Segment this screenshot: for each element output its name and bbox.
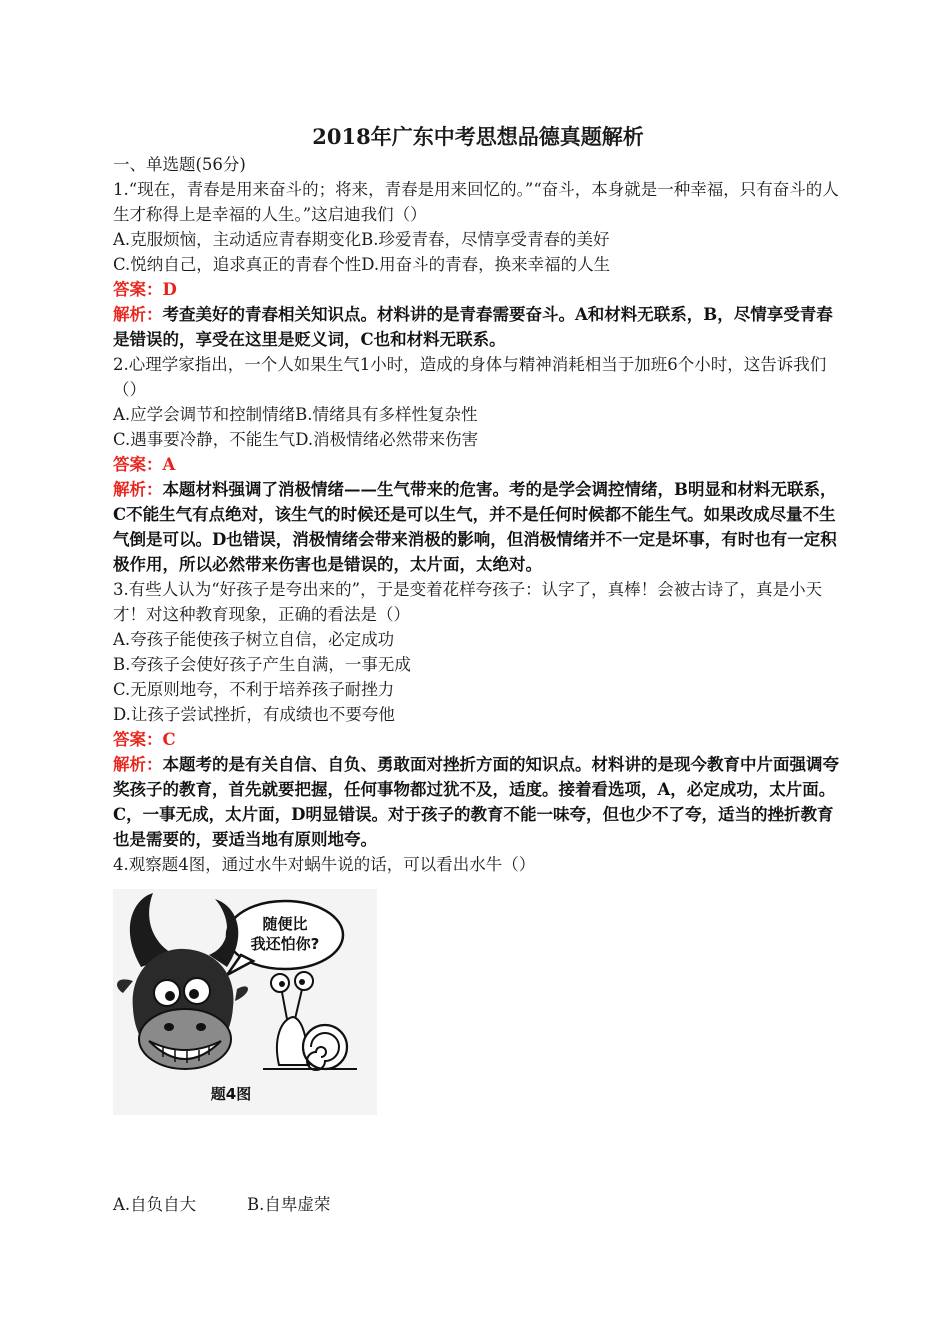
- q2-options-line2: C.遇事要冷静，不能生气D.消极情绪必然带来伤害: [113, 430, 479, 449]
- analysis-label: 解析：: [113, 755, 163, 774]
- buffalo-snail-cartoon: [113, 889, 377, 1115]
- q4-cartoon-figure: [113, 889, 377, 1115]
- q3-analysis: [113, 752, 843, 852]
- q4-option-b: B.自卑虚荣: [247, 1195, 331, 1214]
- q4-options: [113, 1192, 330, 1217]
- q2-options-line1: A.应学会调节和控制情绪B.情绪具有多样性复杂性: [113, 405, 478, 424]
- q2-analysis: [113, 477, 843, 577]
- q2-answer-value: A: [162, 455, 176, 474]
- q1-answer: [113, 277, 843, 302]
- bubble-text-line1: 随便比: [262, 915, 308, 933]
- document-page: [113, 122, 843, 1115]
- answer-label: 答案：: [113, 280, 163, 299]
- q1-analysis: [113, 302, 843, 352]
- q1-analysis-text: 考查美好的青春相关知识点。材料讲的是青春需要奋斗。A和材料无联系，B，尽情享受青春是错误的，享受在这里是贬义词，C也和材料无联系。: [113, 305, 833, 349]
- q3-answer: [113, 727, 843, 752]
- q1-answer-value: D: [162, 280, 177, 299]
- q4-option-a: A.自负自大: [113, 1195, 197, 1214]
- section-heading: 一、单选题(56分): [113, 155, 246, 174]
- q1-stem: 1.“现在，青春是用来奋斗的；将来，青春是用来回忆的。”“奋斗，本身就是一种幸福，只有奋斗的人生才称得上是幸福的人生。”这启迪我们（）: [113, 180, 839, 224]
- q1-options-line2: C.悦纳自己，追求真正的青春个性D.用奋斗的青春，换来幸福的人生: [113, 255, 611, 274]
- q2-stem: 2.心理学家指出，一个人如果生气1小时，造成的身体与精神消耗相当于加班6个小时，这告诉我们（）: [113, 355, 827, 399]
- q4-stem: 4.观察题4图，通过水牛对蜗牛说的话，可以看出水牛（）: [113, 855, 536, 874]
- q3-option-b: B.夸孩子会使好孩子产生自满，一事无成: [113, 655, 411, 674]
- q2-answer: [113, 452, 843, 477]
- bubble-text-line2: 我还怕你?: [250, 935, 320, 953]
- q3-analysis-text: 本题考的是有关自信、自负、勇敢面对挫折方面的知识点。材料讲的是现今教育中片面强调夸奖孩子的教育，首先就要把握，任何事物都过犹不及，适度。接着看选项，A，必定成功，太片面。C，一事无成，太片面，D明显错误。对于孩子的教育不能一味夸，但也少不了夸，适当的挫折教育也是需要的，要适当地有原则地夸。: [113, 755, 839, 849]
- q3-option-d: D.让孩子尝试挫折，有成绩也不要夸他: [113, 705, 395, 724]
- q2-analysis-text: 本题材料强调了消极情绪——生气带来的危害。考的是学会调控情绪，B明显和材料无联系，C不能生气有点绝对，该生气的时候还是可以生气，并不是任何时候都不能生气。如果改成尽量不生气倒是可以。D也错误，消极情绪会带来消极的影响，但消极情绪并不一定是坏事，有时也有一定积极作用，所以必然带来伤害也是错误的，太片面，太绝对。: [113, 480, 837, 574]
- q3-option-c: C.无原则地夸，不利于培养孩子耐挫力: [113, 680, 395, 699]
- q3-stem: 3.有些人认为“好孩子是夸出来的”，于是变着花样夸孩子：认字了，真棒！会被古诗了，真是小天才！对这种教育现象，正确的看法是（）: [113, 580, 823, 624]
- answer-label: 答案：: [113, 730, 163, 749]
- analysis-label: 解析：: [113, 305, 163, 324]
- q3-answer-value: C: [162, 730, 176, 749]
- q1-options-line1: A.克服烦恼，主动适应青春期变化B.珍爱青春，尽情享受青春的美好: [113, 230, 610, 249]
- answer-label: 答案：: [113, 455, 163, 474]
- page-title: 2018年广东中考思想品德真题解析: [312, 124, 644, 149]
- q3-option-a: A.夸孩子能使孩子树立自信，必定成功: [113, 630, 395, 649]
- figure-caption: 题4图: [210, 1085, 252, 1103]
- analysis-label: 解析：: [113, 480, 163, 499]
